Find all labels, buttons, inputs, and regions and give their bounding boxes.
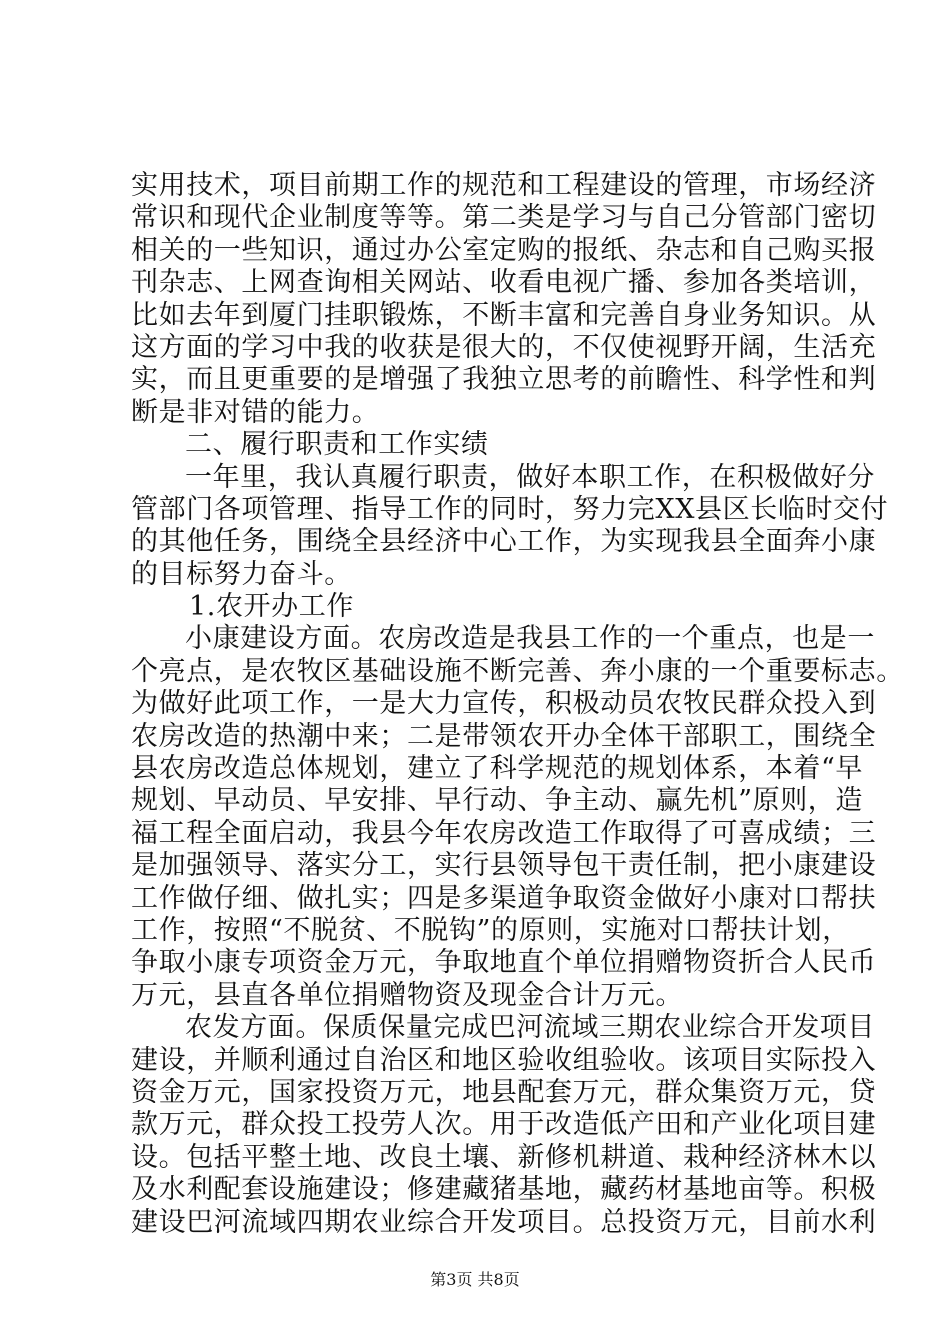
text-line: 的目标努力奋斗。 xyxy=(131,558,352,590)
page-footer: 第3页 共8页 xyxy=(430,1270,520,1289)
text-line: 小康建设方面。农房改造是我县工作的一个重点，也是一 xyxy=(185,623,875,655)
text-line: 工作做仔细、做扎实；四是多渠道争取资金做好小康对口帮扶 xyxy=(131,882,877,914)
subsection-heading: 1.农开办工作 xyxy=(189,591,354,623)
text-line: 资金万元，国家投资万元，地县配套万元，群众集资万元，贷 xyxy=(131,1076,877,1108)
text-line: 及水利配套设施建设；修建藏猪基地，藏药材基地亩等。积极 xyxy=(131,1174,877,1206)
text-line: 规划、早动员、早安排、早行动、争主动、赢先机”原则，造 xyxy=(131,785,864,817)
text-line: 建设巴河流域四期农业综合开发项目。总投资万元，目前水利 xyxy=(131,1206,877,1238)
text-line: 款万元，群众投工投劳人次。用于改造低产田和产业化项目建 xyxy=(131,1109,877,1141)
text-line: 是加强领导、落实分工，实行县领导包干责任制，把小康建设 xyxy=(131,850,877,882)
body-text xyxy=(131,170,904,1239)
text-line: 常识和现代企业制度等等。第二类是学习与自己分管部门密切 xyxy=(131,202,877,234)
text-line: 工作，按照“不脱贫、不脱钩”的原则，实施对口帮扶计划， xyxy=(131,914,850,946)
text-line: 断是非对错的能力。 xyxy=(131,396,380,428)
text-line: 万元，县直各单位捐赠物资及现金合计万元。 xyxy=(131,979,683,1011)
text-line: 相关的一些知识，通过办公室定购的报纸、杂志和自己购买报 xyxy=(131,234,877,266)
text-line: 刊杂志、上网查询相关网站、收看电视广播、参加各类培训， xyxy=(131,267,877,299)
text-line: 为做好此项工作，一是大力宣传，积极动员农牧民群众投入到 xyxy=(131,688,877,720)
text-line: 实，而且更重要的是增强了我独立思考的前瞻性、科学性和判 xyxy=(131,364,877,396)
text-line: 农房改造的热潮中来；二是带领农开办全体干部职工，围绕全 xyxy=(131,720,877,752)
text-line: 比如去年到厦门挂职锻炼，不断丰富和完善自身业务知识。从 xyxy=(131,299,877,331)
text-line: 个亮点，是农牧区基础设施不断完善、奔小康的一个重要标志。 xyxy=(131,655,904,687)
text-line: 这方面的学习中我的收获是很大的，不仅使视野开阔，生活充 xyxy=(131,331,877,363)
section-heading: 二、履行职责和工作实绩 xyxy=(185,429,489,461)
text-line: 管部门各项管理、指导工作的同时，努力完XX县区长临时交付 xyxy=(131,493,889,525)
text-line: 的其他任务，围绕全县经济中心工作，为实现我县全面奔小康 xyxy=(131,526,877,558)
text-line: 县农房改造总体规划，建立了科学规范的规划体系，本着“早 xyxy=(131,753,864,785)
text-line: 实用技术，项目前期工作的规范和工程建设的管理，市场经济 xyxy=(131,170,877,201)
text-line: 福工程全面启动，我县今年农房改造工作取得了可喜成绩；三 xyxy=(131,817,877,849)
text-line: 建设，并顺利通过自治区和地区验收组验收。该项目实际投入 xyxy=(131,1044,877,1076)
text-line: 一年里，我认真履行职责，做好本职工作，在积极做好分 xyxy=(185,461,875,493)
text-line: 争取小康专项资金万元，争取地直个单位捐赠物资折合人民币 xyxy=(131,947,877,979)
text-line: 设。包括平整土地、改良土壤、新修机耕道、栽种经济林木以 xyxy=(131,1141,877,1173)
text-line: 农发方面。保质保量完成巴河流域三期农业综合开发项目 xyxy=(185,1012,875,1044)
